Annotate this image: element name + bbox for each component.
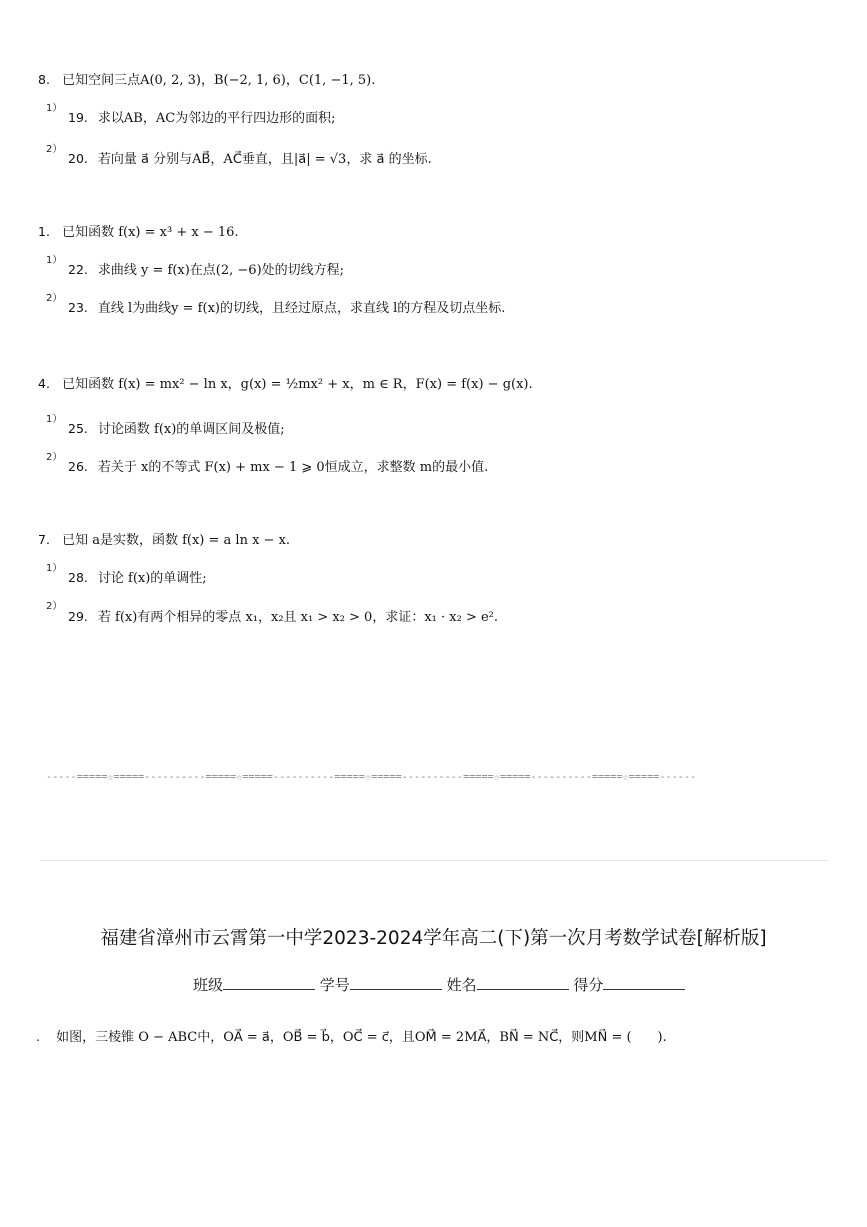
- sub-question: [68, 421, 285, 438]
- question-number: 25.: [68, 421, 88, 436]
- question-number: 19.: [68, 110, 88, 125]
- sub-question-marker: 2）: [46, 452, 63, 463]
- sub-question-marker: 1）: [46, 255, 63, 266]
- exam-title: 福建省漳州市云霄第一中学2023-2024学年高二(下)第一次月考数学试卷[解析版]: [100, 928, 767, 949]
- name-label: 姓名: [446, 976, 477, 994]
- problem-stem: [38, 532, 290, 549]
- question-number: .: [36, 1029, 40, 1044]
- question-text: 讨论 f(x)的单调性;: [97, 571, 207, 586]
- question-text: 若 f(x)有两个相异的零点 x₁，x₂且 x₁ > x₂ > 0，求证：x₁ · x₂ > e².: [97, 610, 499, 625]
- problem-stem: [38, 224, 239, 241]
- question-number: 20.: [68, 151, 88, 166]
- question-text: 直线 l为曲线y = f(x)的切线，且经过原点，求直线 l的方程及切点坐标.: [97, 301, 506, 316]
- score-blank: [603, 975, 685, 990]
- student-info-row: [193, 974, 685, 995]
- class-blank: [223, 975, 315, 990]
- sub-question: [68, 459, 488, 476]
- sub-question: [68, 151, 432, 168]
- sub-question: [68, 110, 336, 127]
- question-number: 26.: [68, 459, 88, 474]
- score-label: 得分: [573, 976, 604, 994]
- question-text: 讨论函数 f(x)的单调区间及极值;: [97, 422, 285, 437]
- problem-number: 1.: [38, 224, 50, 239]
- name-blank: [477, 975, 569, 990]
- sub-question-marker: 1）: [46, 563, 63, 574]
- question-text: 若向量 a⃗ 分别与AB⃗，AC⃗垂直，且|a⃗| = √3，求 a⃗ 的坐标.: [97, 152, 432, 167]
- sub-question-marker: 2）: [46, 144, 63, 155]
- problem-stem: [38, 72, 375, 89]
- sub-question: [68, 262, 344, 279]
- page-divider: [40, 860, 827, 861]
- question-number: 28.: [68, 570, 88, 585]
- sub-question: [68, 609, 498, 626]
- problem-text: 已知空间三点A(0, 2, 3)，B(−2, 1, 6)，C(1, −1, 5).: [62, 73, 376, 88]
- sub-question-marker: 2）: [46, 601, 63, 612]
- first-question: [36, 1029, 667, 1046]
- question-text: 求曲线 y = f(x)在点(2, −6)处的切线方程;: [97, 263, 345, 278]
- problem-number: 8.: [38, 72, 50, 87]
- sub-question-marker: 1）: [46, 414, 63, 425]
- problem-text: 已知 a是实数，函数 f(x) = a ln x − x.: [62, 533, 291, 548]
- problem-stem: [38, 376, 533, 393]
- problem-text: 已知函数 f(x) = mx² − ln x，g(x) = ½mx² + x，m ∈ R，F(x) = f(x) − g(x).: [62, 377, 533, 392]
- sub-question-marker: 2）: [46, 293, 63, 304]
- question-text: 如图，三棱锥 O − ABC中，OA⃗ = a⃗，OB⃗ = b⃗，OC⃗ = c⃗，且OM⃗ = 2MA⃗，BN⃗ = NC⃗，则MN⃗ = ( ).: [56, 1030, 667, 1045]
- problem-number: 4.: [38, 376, 50, 391]
- question-text: 若关于 x的不等式 F(x) + mx − 1 ⩾ 0恒成立，求整数 m的最小值.: [97, 460, 489, 475]
- student-number-blank: [350, 975, 442, 990]
- problem-text: 已知函数 f(x) = x³ + x − 16.: [62, 225, 239, 240]
- question-text: 求以AB，AC为邻边的平行四边形的面积;: [97, 111, 336, 126]
- question-number: 29.: [68, 609, 88, 624]
- page-separator: -----=====☆=====----------=====☆=====----------=====☆=====----------=====☆=====----------=====☆=====------: [46, 772, 697, 783]
- student-number-label: 学号: [319, 976, 350, 994]
- question-number: 22.: [68, 262, 88, 277]
- sub-question: [68, 570, 207, 587]
- sub-question-marker: 1）: [46, 103, 63, 114]
- sub-question: [68, 300, 505, 317]
- problem-number: 7.: [38, 532, 50, 547]
- class-label: 班级: [193, 976, 224, 994]
- question-number: 23.: [68, 300, 88, 315]
